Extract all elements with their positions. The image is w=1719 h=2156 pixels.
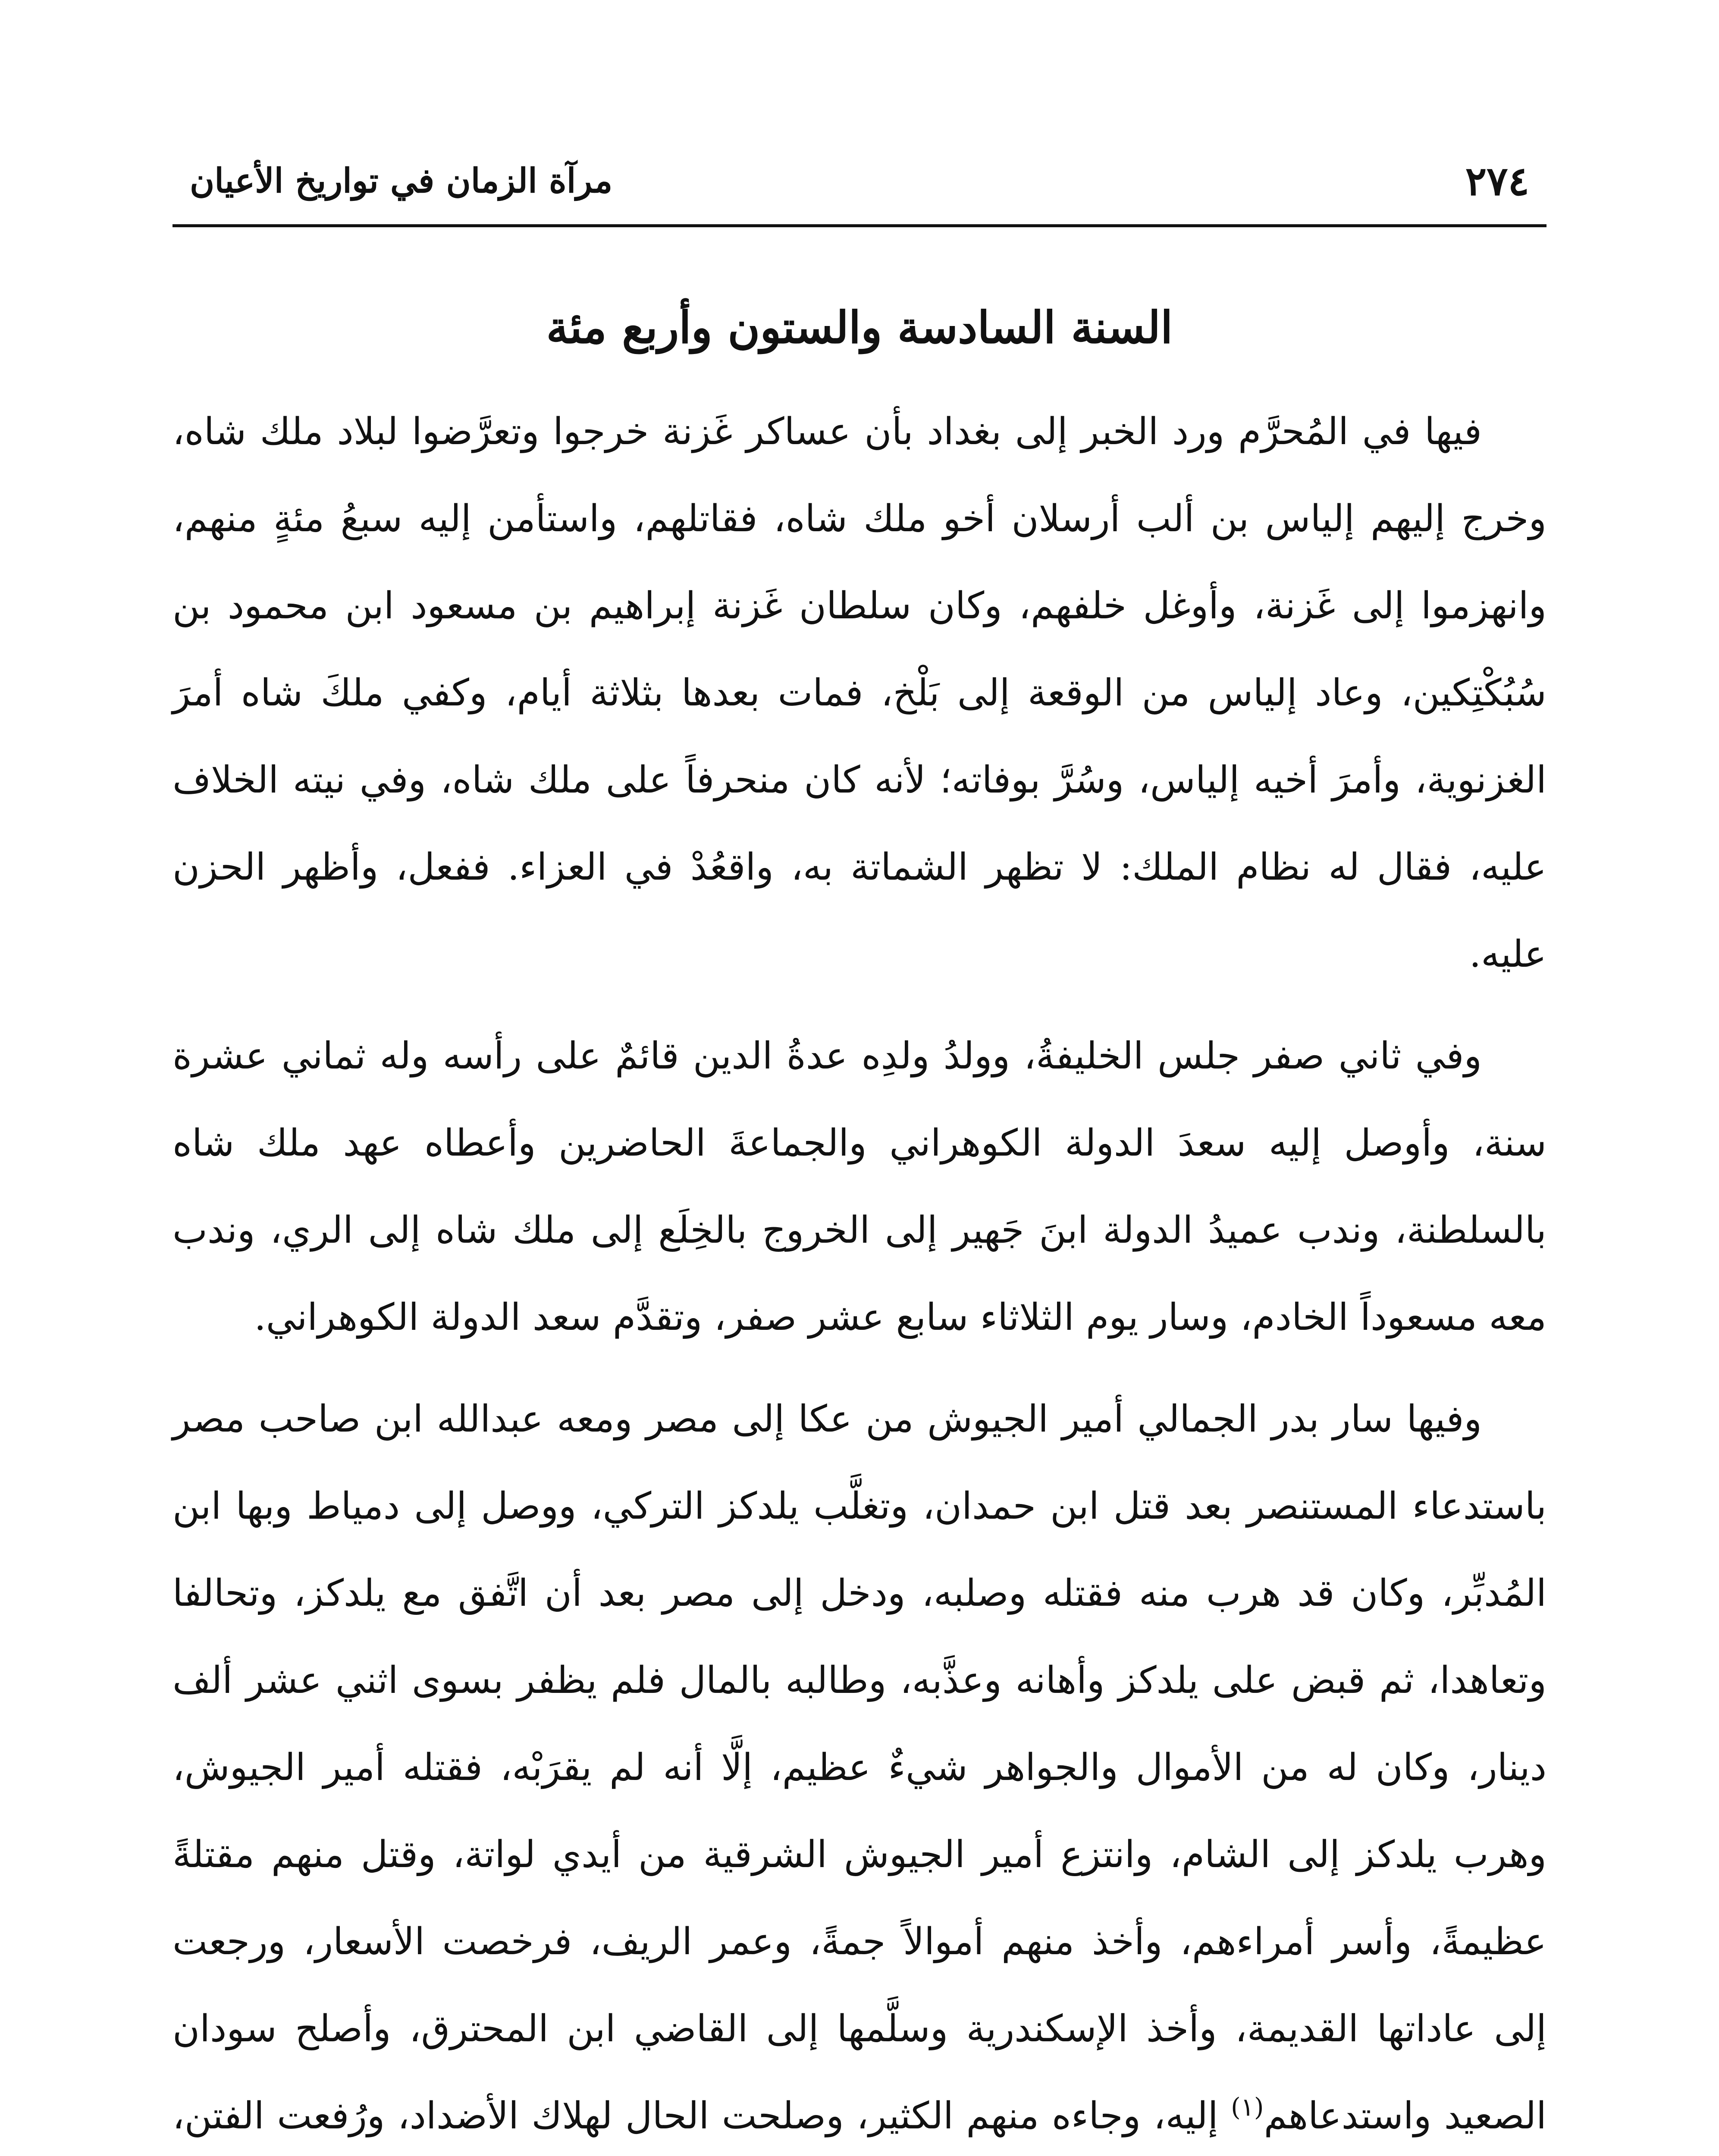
paragraph-1: [173, 388, 1546, 998]
header-rule: [173, 224, 1546, 227]
paragraph-text-continued: إليه، وجاءه منهم الكثير، وصلحت الحال لهلاك الأضداد، ورُفعت الفتن،: [173, 2094, 1218, 2137]
paragraph-text: وفيها سار بدر الجمالي أمير الجيوش من عكا إلى مصر ومعه عبدالله ابن صاحب مصر باستدعاء المستنصر بعد قتل ابن حمدان، وتغلَّب يلدكز التركي، ووصل إلى دمياط وبها ابن المُدبِّر، وكان قد هرب منه فقتله وصلبه، ودخل إلى مصر بعد أن اتَّفق مع يلدكز، وتحالفا وتعاهدا، ثم قبض على يلدكز وأهانه وعذَّبه، وطالبه بالمال فلم يظفر بسوى اثني عشر ألف دينار، وكان له من الأموال والجواهر شيءٌ عظيم، إلَّا أنه لم يقرَبْه، فقتله أمير الجيوش، وهرب يلدكز إلى الشام، وانتزع أمير الجيوش الشرقية من أيدي لواتة، وقتل منهم مقتلةً عظيمةً، وأسر أمراءهم، وأخذ منهم أموالاً جمةً، وعمر الريف، فرخصت الأسعار، ورجعت إلى عاداتها القديمة، وأخذ الإسكندرية وسلَّمها إلى القاضي ابن المحترق، وأصلح سودان الصعيد واستدعاهم: [173, 1398, 1546, 2137]
page-number: ٢٧٤: [1465, 158, 1529, 204]
paragraph-text: وفي ثاني صفر جلس الخليفةُ، وولدُ ولدِه عدةُ الدين قائمٌ على رأسه وله ثماني عشرة سنة، وأوصل إليه سعدَ الدولة الكوهراني والجماعةَ الحاضرين وأعطاه عهد ملك شاه بالسلطنة، وندب عميدُ الدولة ابنَ جَهير إلى الخروج بالخِلَع إلى ملك شاه إلى الري، وندب معه مسعوداً الخادم، وسار يوم الثلاثاء سابع عشر صفر، وتقدَّم سعد الدولة الكوهراني.: [173, 1034, 1546, 1339]
paragraph-2: [173, 1012, 1546, 1361]
running-title: مرآة الزمان في تواريخ الأعيان: [190, 161, 613, 201]
section-heading: السنة السادسة والستون وأربع مئة: [546, 302, 1173, 354]
paragraph-3: [173, 1376, 1546, 2156]
paragraph-text: فيها في المُحرَّم ورد الخبر إلى بغداد بأن عساكر غَزنة خرجوا وتعرَّضوا لبلاد ملك شاه، وخرج إليهم إلياس بن ألب أرسلان أخو ملك شاه، فقاتلهم، واستأمن إليه سبعُ مئةٍ منهم، وانهزموا إلى غَزنة، وأوغل خلفهم، وكان سلطان غَزنة إبراهيم بن مسعود ابن محمود بن سُبُكْتِكين، وعاد إلياس من الوقعة إلى بَلْخ، فمات بعدها بثلاثة أيام، وكفي ملكَ شاه أمرَ الغزنوية، وأمرَ أخيه إلياس، وسُرَّ بوفاته؛ لأنه كان منحرفاً على ملك شاه، وفي نيته الخلاف عليه، فقال له نظام الملك: لا تظهر الشماتة به، واقعُدْ في العزاء. ففعل، وأظهر الحزن عليه.: [173, 410, 1546, 976]
footnote-marker: (١): [1231, 2092, 1264, 2122]
body-text: [173, 388, 1546, 2156]
page-header: [173, 153, 1546, 209]
